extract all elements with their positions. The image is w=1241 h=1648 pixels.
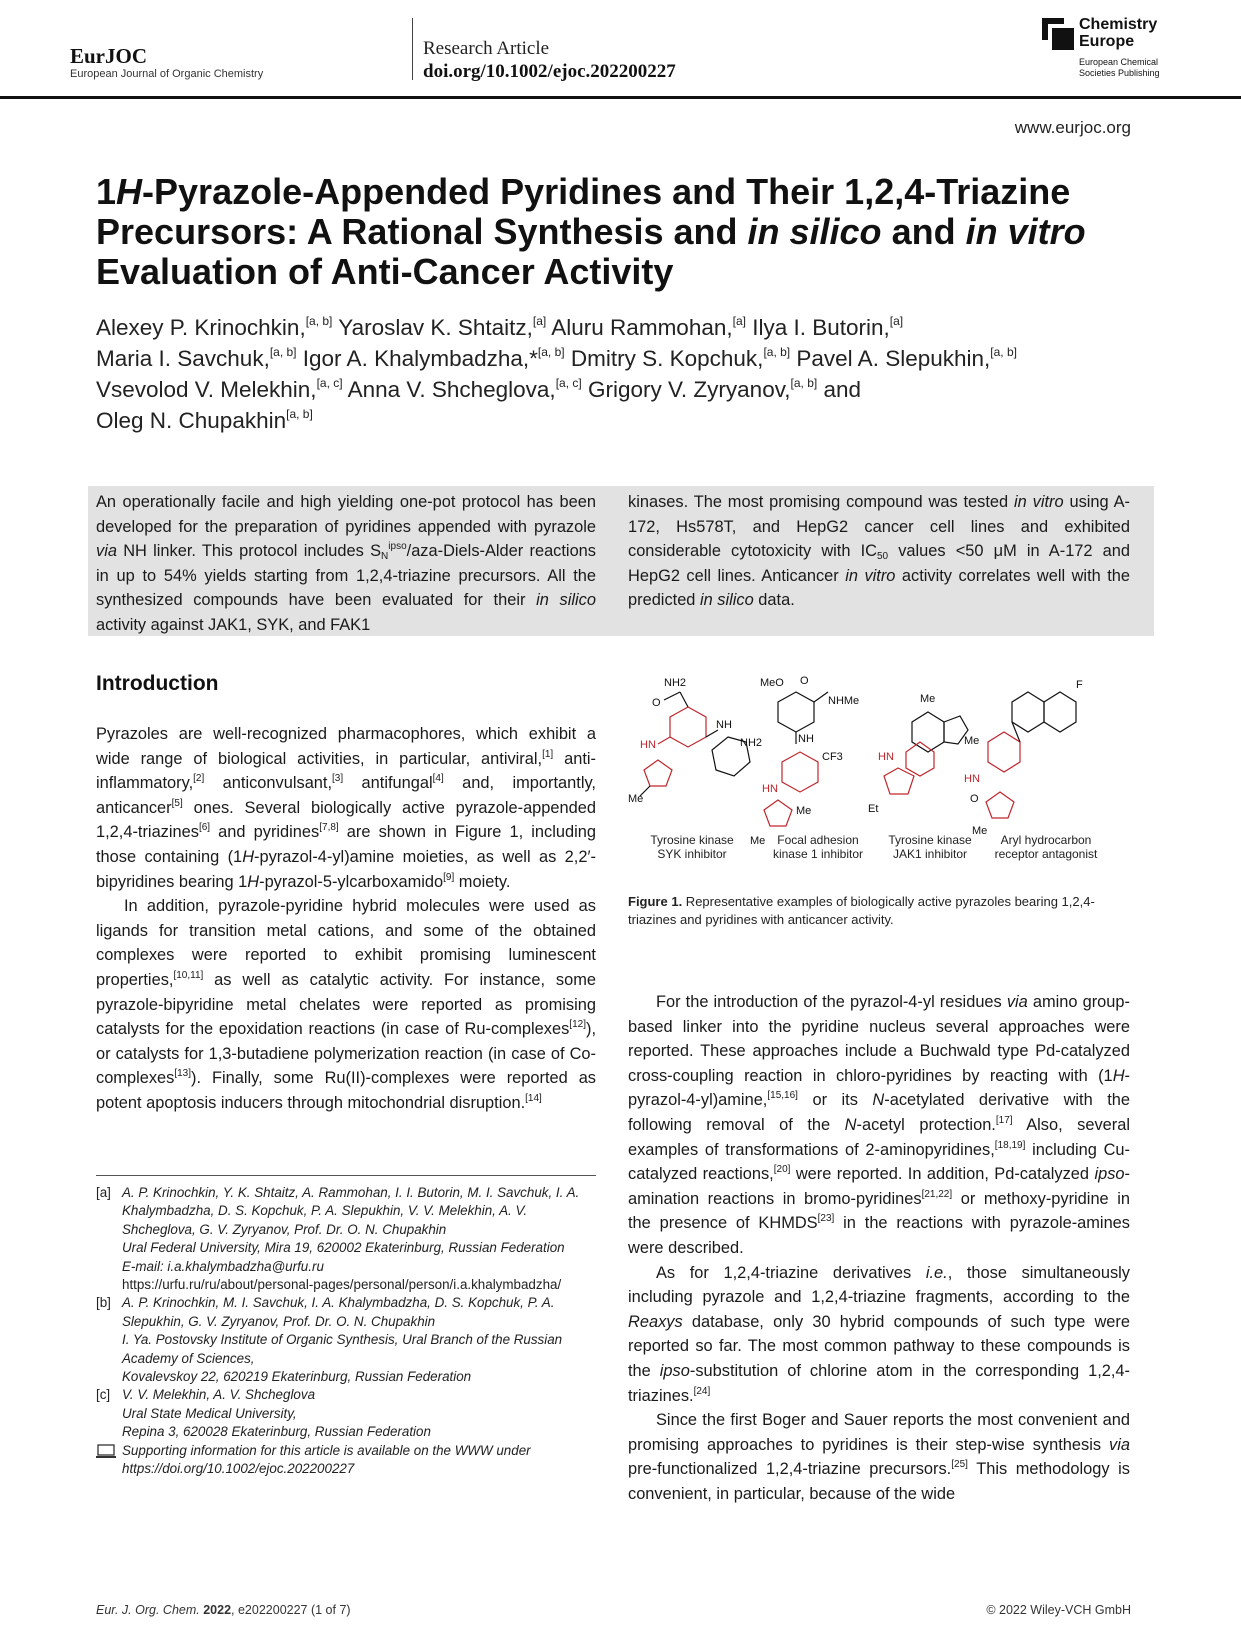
jak-label-me: Me xyxy=(920,693,936,705)
ahr-label-hn: HN xyxy=(964,773,980,785)
page-footer-copyright: © 2022 Wiley-VCH GmbH xyxy=(986,1603,1131,1617)
jak-pyridine-core xyxy=(912,712,944,752)
right-paragraph-2: As for 1,2,4-triazine derivatives i.e., those simultaneously including pyrazole and 1,2,4-triazine fragments, according to the Reaxys database, only 30 hybrid compounds of such type were reported so far. The most common pathway to these compounds is the ipso-substitution of chlorine atom in the corresponding 1,2,4-triazines.[24] xyxy=(628,1263,1130,1405)
ahr-label-me: Me xyxy=(964,735,980,747)
compound-caption-2-line1: Focal adhesion xyxy=(777,833,859,847)
syk-label-me: Me xyxy=(628,793,644,805)
doi-link[interactable]: doi.org/10.1002/ejoc.202200227 xyxy=(423,61,676,82)
syk-carbonyl-bond xyxy=(664,692,680,700)
abstract-right: kinases. The most promising compound was tested in vitro using A-172, Hs578T, and HepG2 cancer cell lines and exhibited considerable cytotoxicity with $IC_{50}$ values <50 μM in A-172 and HepG2 cell lines. Anticancer in vitro activity correlates well with the predicted in silico data. xyxy=(628,493,1131,610)
page-footer-citation: Eur. J. Org. Chem. 2022, e202200227 (1 of 7) xyxy=(96,1603,351,1617)
right-paragraph-3: Since the first Boger and Sauer reports the most convenient and promising approaches to pyridines is their step-wise synthesis via pre-functionalized 1,2,4-triazine precursors.[25] This methodology is convenient, in particular, because of the wide xyxy=(628,1411,1130,1503)
footnote-a: [a] A. P. Krinochkin, Y. K. Shtaitz, A. Rammohan, I. I. Butorin, M. I. Savchuk, I. A. Khalymbadzha, D. S. Kopchuk, P. A. Slepukhin, V. V. Melekhin, A. V. Shcheglova, G. V. Zyryanov, Prof. Dr. O. N. Chupakhin Ural Federal University, Mira 19, 620002 Ekaterinburg, Russian Federation E-mail: i.a.khalymbadzha@urfu.ru https://urfu.ru/ru/about/personal-pages/personal/person/i.a.khalymbadzha/ xyxy=(96,1185,580,1293)
intro-paragraph-2: In addition, pyrazole-pyridine hybrid molecules were used as ligands for transition metal cations, and some of the obtained complexes were reported to exhibit promising luminescent properties,[10,11] as well as catalytic activity. For instance, some pyrazole-bipyridine metal chelates were reported as promising catalysts for the epoxidation reactions (in case of Ru-complexes[12]), or catalysts for 1,3-butadiene polymerization reaction (in case of Co-complexes[13]). Finally, some Ru(II)-complexes were reported as potent apoptosis inducers through mitochondrial disruption.[14] xyxy=(96,897,596,1112)
computer-icon xyxy=(96,1444,116,1459)
ahr-quinoline-ring-a xyxy=(1012,692,1044,732)
journal-website-link[interactable]: www.eurjoc.org xyxy=(1014,118,1131,137)
jak-pyrazole-ring xyxy=(884,768,914,794)
supporting-information-note: Supporting information for this article is available on the WWW under https://doi.org/10.1002/ejoc.202200227 xyxy=(96,1442,596,1479)
syk-amide-bond xyxy=(680,692,688,707)
footnote-c: [c] V. V. Melekhin, A. V. Shcheglova Ural State Medical University, Repina 3, 620028 Ekaterinburg, Russian Federation xyxy=(96,1387,431,1440)
syk-label-o: O xyxy=(652,697,661,709)
fak-label-nh: NH xyxy=(798,733,814,745)
compound-caption-4-line2: receptor antagonist xyxy=(994,847,1098,861)
header-rule xyxy=(0,96,1241,99)
affiliation-footnotes xyxy=(96,1184,596,1479)
footnote-divider xyxy=(96,1175,596,1176)
fak-label-hn: HN xyxy=(762,783,778,795)
publisher-subtitle: European Chemical Societies Publishing xyxy=(1079,57,1160,78)
syk-label-hn: HN xyxy=(640,739,656,751)
compound-caption-2-line2: kinase 1 inhibitor xyxy=(772,847,864,861)
syk-label-nh: NH xyxy=(716,719,732,731)
fak-label-o: O xyxy=(800,675,809,687)
figure-1-caption: Figure 1. Representative examples of biologically active pyrazoles bearing 1,2,4-triazines and pyridines with anticancer activity. xyxy=(628,894,1095,927)
syk-triazine-ring xyxy=(670,707,706,747)
ahr-quinoline-ring-b xyxy=(1044,692,1076,732)
abstract-continuation: kinases. The most promising compound was tested xyxy=(628,493,1015,511)
section-heading-introduction: Introduction xyxy=(96,672,219,695)
journal-logo-subtitle: European Journal of Organic Chemistry xyxy=(70,68,264,80)
compound-caption-1-line2: SYK inhibitor xyxy=(657,847,727,861)
fak-amide-bond xyxy=(814,692,828,702)
fak-label-cf3: CF3 xyxy=(822,751,843,763)
abstract-left: An operationally facile and high yielding one-pot protocol has been developed for the preparation of pyridines appended with pyrazole via NH linker. This protocol includes $S_N^{ipso}/aza-Diels$-Alder reactions in up to 54% yields starting from 1,2,4-triazine precursors. All the synthesized compounds have been evaluated for their in silico activity against JAK1, SYK, and FAK1 xyxy=(96,493,596,634)
chemistry-europe-logo-icon xyxy=(1042,18,1076,52)
ahr-label-me2: Me xyxy=(972,825,988,837)
fak-label-meo: MeO xyxy=(760,677,784,689)
syk-label-nh2b: NH2 xyxy=(740,737,763,749)
syk-label-nh2: NH2 xyxy=(664,677,687,689)
fak-label-nhme: NHMe xyxy=(828,695,860,707)
syk-nh-bond xyxy=(706,730,718,737)
fak-label-me2: Me xyxy=(750,835,766,847)
intro-paragraph-1: Pyrazoles are well-recognized pharmacophores, which exhibit a wide range of biological activities, in particular, antiviral,[1] anti-inflammatory,[2] anticonvulsant,[3] antifungal[4] and, importantly, anticancer[5] ones. Several biologically active pyrazole-appended 1,2,4-triazines[6] and pyridines[7,8] are shown in Figure 1, including those containing (1H-pyrazol-4-yl)amine moieties, as well as 2,2′-bipyridines bearing 1H-pyrazol-5-ylcarboxamido[9] moiety. xyxy=(96,725,597,891)
jak-label-et: Et xyxy=(868,803,879,815)
author-list: Alexey P. Krinochkin,[a, b] Yaroslav K. Shtaitz,[a] Aluru Rammohan,[a] Ilya I. Butorin,[a] Maria I. Savchuk,[a, b] Igor A. Khalymbadzha,*[a, b] Dmitry S. Kopchuk,[a, b] Pavel A. Slepukhin,[a, b] Vsevolod V. Melekhin,[a, c] Anna V. Shcheglova,[a, c] Grigory V. Zyryanov,[a, b] and Oleg N. Chupakhin[a, b] xyxy=(96,314,1017,433)
syk-pyrazole-ring xyxy=(644,760,672,786)
fak-pyrazole-ring xyxy=(764,800,792,826)
ahr-label-o: O xyxy=(970,793,979,805)
syk-hn-bond xyxy=(658,737,670,744)
compound-caption-4-line1: Aryl hydrocarbon xyxy=(1000,833,1092,847)
publisher-name: Chemistry Europe xyxy=(1079,16,1158,50)
introduction-body xyxy=(96,722,596,1116)
right-column-body xyxy=(628,990,1130,1506)
fak-label-me1: Me xyxy=(796,805,812,817)
compound-caption-3-line2: JAK1 inhibitor xyxy=(892,847,968,861)
header-divider xyxy=(412,18,413,80)
compound-caption-1-line1: Tyrosine kinase xyxy=(650,833,734,847)
fak-benzene-ring xyxy=(778,692,814,732)
fak-pyridine-ring xyxy=(782,752,818,792)
ahr-pyrazole-ring xyxy=(986,792,1014,818)
footnote-b: [b] A. P. Krinochkin, M. I. Savchuk, I. A. Khalymbadzha, D. S. Kopchuk, P. A. Slepukhin, G. V. Zyryanov, Prof. Dr. O. N. Chupakhin I. Ya. Postovsky Institute of Organic Synthesis, Ural Branch of the Russian Academy of Sciences, Kovalevskoy 22, 620219 Ekaterinburg, Russian Federation xyxy=(96,1295,563,1385)
jak-label-hn: HN xyxy=(878,751,894,763)
ahr-label-f: F xyxy=(1076,679,1083,691)
right-paragraph-1: For the introduction of the pyrazol-4-yl residues via amino group-based linker into the pyridine nucleus several approaches were reported. These approaches include a Buchwald type Pd-catalyzed cross-coupling reaction in chloro-pyridines by reacting with (1H-pyrazol-4-yl)amine,[15,16] or its N-acetylated derivative with the following removal of the N-acetyl protection.[17] Also, several examples of transformations of 2-aminopyridines,[18,19] including Cu-catalyzed reactions,[20] were reported. In addition, Pd-catalyzed ipso-amination reactions in bromo-pyridines[21,22] or methoxy-pyridine in the presence of KHMDS[23] in the reactions with pyrazole-amines were described. xyxy=(628,993,1131,1257)
article-type: Research Article xyxy=(423,38,550,59)
author-profile-link[interactable]: https://urfu.ru/ru/about/personal-pages/personal/person/i.a.khalymbadzha/ xyxy=(122,1277,562,1293)
journal-logo-title: EurJOC xyxy=(70,44,148,68)
compound-caption-3-line1: Tyrosine kinase xyxy=(888,833,972,847)
article-title: 1H-Pyrazole-Appended Pyridines and Their 1,2,4-Triazine Precursors: A Rational Synthesis and in silico and in vitro Evaluation of Anti-Cancer Activity xyxy=(96,171,1086,292)
ahr-pyridine-ring xyxy=(988,732,1020,772)
figure-1-structures xyxy=(628,672,1140,872)
